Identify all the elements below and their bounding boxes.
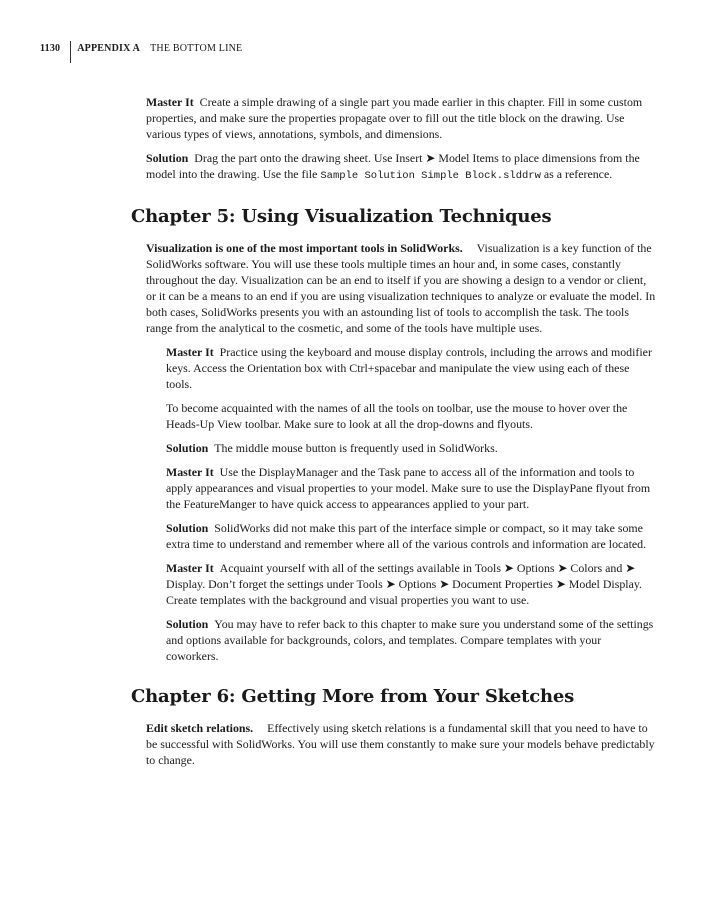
paragraph-text: To become acquainted with the names of all the tools on toolbar, use the mouse to hover over the Heads-Up View toolbar. Make sure to look at all the drop-downs and flyouts. [166,401,628,431]
paragraph-text: Acquaint yourself with all of the settings available in Tools ➤ Options ➤ Colors and ➤ Display. Don’t forget the settings under Tools ➤ Options ➤ Document Properties ➤ Model Display. Create templates with the background and visual properties you want to use. [166,561,643,607]
paragraph-text: Drag the part onto the drawing sheet. Use Insert ➤ Model Items to place dimensions from the model into the drawing. Use the file [146,151,640,181]
header-divider [70,41,71,63]
paragraph-solution [166,616,656,664]
paragraph-label: Edit sketch relations. [146,721,254,735]
page-number: 1130 [40,43,61,54]
file-name-code: Sample Solution Simple Block.slddrw [320,170,541,182]
paragraph-label: Solution [166,617,209,631]
paragraph-text: as a reference. [540,167,613,181]
chapter-6-intro [146,720,658,768]
paragraph-label: Solution [166,521,209,535]
paragraph-label: Solution [146,151,189,165]
paragraph-solution [166,440,656,456]
paragraph-text: Effectively using sketch relations is a fundamental skill that you need to have to be successful with SolidWorks. You will use them constantly to make sure your models behave predictably to change. [146,721,655,767]
paragraph-master-it [146,94,658,142]
chapter-5-intro [146,240,658,336]
paragraph-text: Create a simple drawing of a single part you made earlier in this chapter. Fill in some custom properties, and make sure the properties propagate over to fill out the title block on the drawing. Use various types of views, annotations, symbols, and dimensions. [146,95,643,141]
paragraph-master-it [166,464,656,512]
page-body [0,94,717,768]
chapter-6-heading: Chapter 6: Getting More from Your Sketches [131,686,575,707]
paragraph-label: Master It [166,561,214,575]
paragraph-text: The middle mouse button is frequently used in SolidWorks. [214,441,498,455]
paragraph-solution [146,150,658,184]
paragraph-continuation [166,400,656,432]
paragraph-label: Visualization is one of the most important tools in SolidWorks. [146,241,463,255]
paragraph-text: Practice using the keyboard and mouse display controls, including the arrows and modifier keys. Access the Orientation box with Ctrl+spacebar and manipulate the view using each of these tools. [166,345,652,391]
paragraph-label: Master It [146,95,194,109]
paragraph-text: Visualization is a key function of the SolidWorks software. You will use these tools multiple times an hour and, in some cases, constantly throughout the day. Visualization can be an end to itself if you are showing a design to a vendor or client, or it can be a means to an end if you are using visualization techniques to analyze or evaluate the model. In both cases, SolidWorks presents you with an astounding list of tools to accomplish the task. The tools range from the analytical to the cosmetic, and some of the tools have multiple uses. [146,241,656,335]
paragraph-master-it [166,344,656,392]
paragraph-label: Master It [166,345,214,359]
paragraph-text: SolidWorks did not make this part of the interface simple or compact, so it may take some extra time to understand and remember where all of the various controls and information are located. [166,521,647,551]
appendix-label: APPENDIX A [77,43,141,54]
paragraph-solution [166,520,656,552]
paragraph-text: Use the DisplayManager and the Task pane to access all of the information and tools to apply appearances and visual properties to your model. Make sure to use the DisplayPane flyout from the FeatureManger to have quick access to appearances applied to your part. [166,465,651,511]
paragraph-label: Master It [166,465,214,479]
paragraph-master-it [166,560,656,608]
running-header [40,41,242,63]
paragraph-text: You may have to refer back to this chapter to make sure you understand some of the settings and options available for backgrounds, colors, and templates. Compare templates with your coworkers. [166,617,654,663]
paragraph-label: Solution [166,441,209,455]
chapter-5-heading: Chapter 5: Using Visualization Techniques [131,206,552,227]
running-title: THE BOTTOM LINE [150,43,243,54]
